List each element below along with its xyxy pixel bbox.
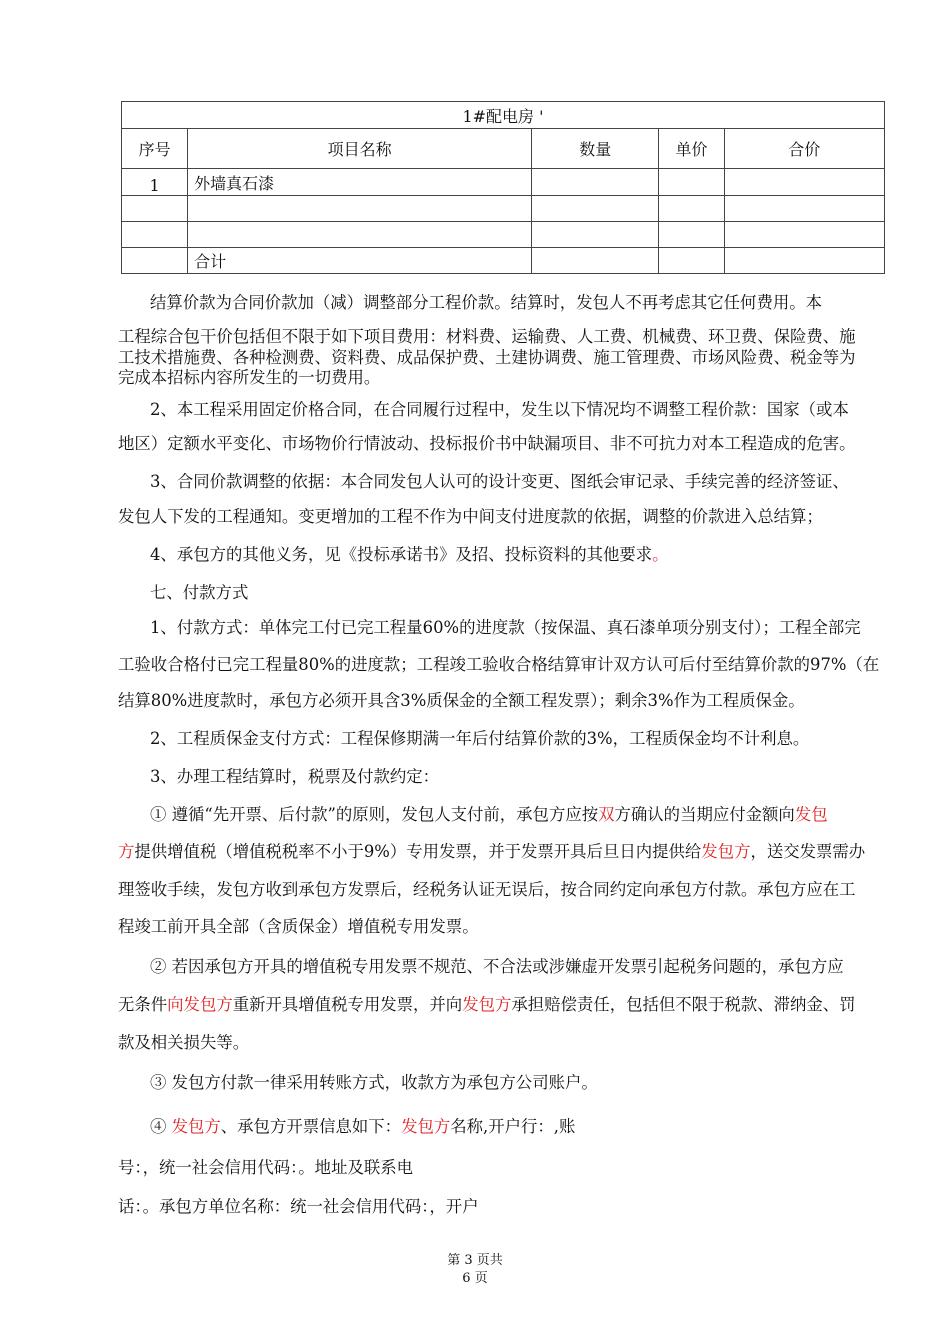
para-line: 工程综合包干价包括但不限于如下项目费用：材料费、运输费、人工费、机械费、环卫费、保险费、施 — [118, 327, 856, 346]
cell-no — [122, 196, 188, 222]
cell-name — [188, 196, 532, 222]
para-text: ，送交发票需办 — [750, 842, 866, 861]
cell-qty — [532, 169, 659, 196]
para-line — [118, 838, 888, 862]
page-footer — [0, 1252, 950, 1288]
table-row — [122, 196, 885, 222]
cell-no: 1 — [122, 169, 188, 196]
para-line: ③ 发包方付款一律采用转账方式，收款方为承包方公司账户。 — [150, 1073, 598, 1092]
para-line — [150, 801, 920, 825]
cell-unit — [659, 169, 724, 196]
para-text: 无条件 — [118, 995, 168, 1014]
cell-name: 外墙真石漆 — [188, 169, 532, 196]
cell-no — [122, 222, 188, 248]
cell-total — [724, 248, 884, 274]
para-line: 程竣工前开具全部（含质保金）增值税专用发票。 — [118, 917, 479, 936]
para-text-red: 向发包方 — [167, 995, 233, 1014]
para-line: 3、办理工程结算时，税票及付款约定： — [150, 767, 440, 786]
para-text-red: 发包方 — [171, 1117, 221, 1136]
para-text: 重新开具增值税专用发票，并向 — [232, 995, 463, 1014]
cell-total — [724, 169, 884, 196]
header-name: 项目名称 — [188, 129, 532, 169]
table-row — [122, 169, 885, 196]
para-text: ① 遵循“先开票、后付款”的原则，发包人支付前，承包方应按 — [150, 805, 599, 824]
cell-qty — [532, 248, 659, 274]
header-unit-price: 单价 — [659, 129, 724, 169]
para-text-red: 发包方 — [701, 842, 751, 861]
para-line — [150, 541, 920, 565]
para-line: 工验收合格付已完工程量80%的进度款；工程竣工验收合格结算审计双方认可后付至结算价款的97%（在 — [118, 655, 880, 674]
cell-unit — [659, 222, 724, 248]
cell-name — [188, 222, 532, 248]
table-title: 1#配电房 ' — [122, 102, 885, 129]
para-line: 工技术措施费、各种检测费、资料费、成品保护费、土建协调费、施工管理费、市场风险费、税金等为 — [118, 348, 856, 367]
para-text-red: 。 — [652, 545, 669, 564]
cell-total — [724, 196, 884, 222]
header-qty: 数量 — [532, 129, 659, 169]
para-line — [150, 1113, 920, 1137]
cell-unit — [659, 196, 724, 222]
cell-qty — [532, 222, 659, 248]
cell-no — [122, 248, 188, 274]
table-row — [122, 248, 885, 274]
para-line: 3、合同价款调整的依据：本合同发包人认可的设计变更、图纸会审记录、手续完善的经济签证、 — [150, 472, 849, 491]
para-text-red: 方 — [118, 842, 135, 861]
para-line: 理签收手续，发包方收到承包方发票后，经税务认证无误后，按合同约定向承包方付款。承包方应在工 — [118, 880, 856, 899]
para-line: 话：。承包方单位名称：统一社会信用代码：，开户 — [118, 1197, 479, 1216]
para-line: 款及相关损失等。 — [118, 1033, 250, 1052]
para-line: 结算价款为合同价款加（减）调整部分工程价款。结算时，发包人不再考虑其它任何费用。本 — [150, 293, 823, 312]
para-text: 提供增值税（增值税税率不小于9%）专用发票，并于发票开具后旦日内提供给 — [134, 842, 702, 861]
para-line: 结算80%进度款时，承包方必须开具含3%质保金的全额工程发票）；剩余3%作为工程质保金。 — [118, 691, 805, 710]
para-text: 4、承包方的其他义务，见《投标承诺书》及招、投标资料的其他要求 — [150, 545, 653, 564]
para-line: 发包人下发的工程通知。变更增加的工程不作为中间支付进度款的依据，调整的价款进入总结算； — [118, 507, 823, 526]
table-header-row — [122, 129, 885, 169]
cell-qty — [532, 196, 659, 222]
para-text: 名称,开户行：,账 — [450, 1117, 576, 1136]
para-line: 完成本招标内容所发生的一切费用。 — [118, 368, 381, 387]
para-text: ④ — [150, 1117, 172, 1136]
para-text-red: 发包方 — [401, 1117, 451, 1136]
table-title-row — [122, 102, 885, 129]
header-no: 序号 — [122, 129, 188, 169]
para-line: 2、本工程采用固定价格合同，在合同履行过程中，发生以下情况均不调整工程价款：国家（或本 — [150, 400, 849, 419]
para-line: 号：，统一社会信用代码：。地址及联系电 — [118, 1158, 414, 1177]
para-text-red: 发包方 — [462, 995, 512, 1014]
para-line: 地区）定额水平变化、市场物价行情波动、投标报价书中缺漏项目、非不可抗力对本工程造成的危害。 — [118, 434, 856, 453]
para-line: 2、工程质保金支付方式：工程保修期满一年后付结算价款的3%，工程质保金均不计利息。 — [150, 729, 810, 748]
para-line: ② 若因承包方开具的增值税专用发票不规范、不合法或涉嫌虚开发票引起税务问题的，承包方应 — [150, 957, 844, 976]
section-heading: 七、付款方式 — [150, 583, 249, 602]
cell-unit — [659, 248, 724, 274]
para-text-red: 发包 — [794, 805, 828, 824]
price-table — [121, 101, 885, 274]
cell-name-subtotal: 合计 — [188, 248, 532, 274]
para-line — [118, 991, 888, 1015]
para-text: 方确认的当期应付金额向 — [614, 805, 795, 824]
para-line: 1、付款方式：单体完工付已完工程量60%的进度款（按保温、真石漆单项分别支付）；工程全部完 — [150, 618, 861, 637]
para-text: 承担赔偿责任，包括但不限于税款、滞纳金、罚 — [511, 995, 856, 1014]
para-text-red: 双 — [598, 805, 615, 824]
footer-line: 第 3 页共 — [447, 1253, 503, 1268]
header-total: 合价 — [724, 129, 884, 169]
cell-total — [724, 222, 884, 248]
para-text: 、承包方开票信息如下： — [220, 1117, 402, 1136]
footer-line: 6 页 — [462, 1271, 488, 1286]
table-row — [122, 222, 885, 248]
